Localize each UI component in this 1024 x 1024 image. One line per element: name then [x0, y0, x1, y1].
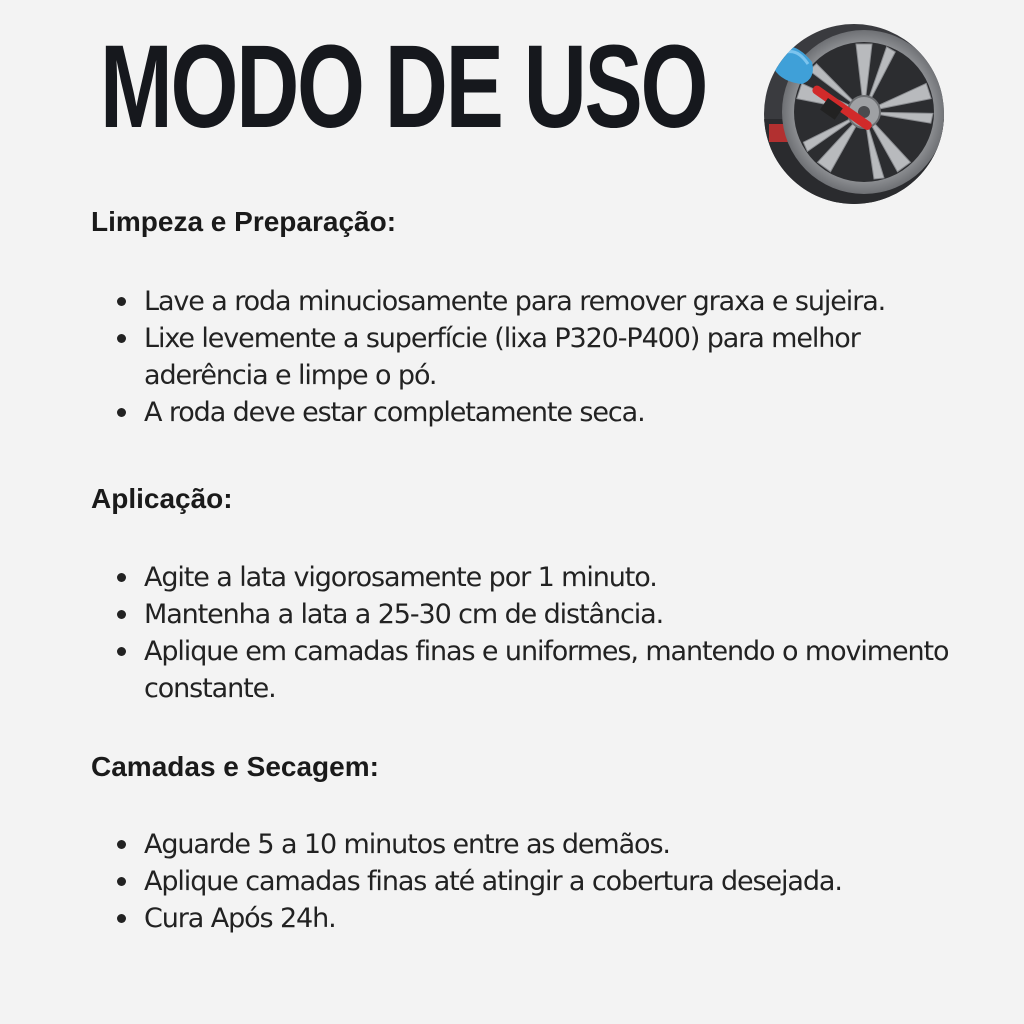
bullet-icon: [117, 297, 126, 306]
bullet-icon: [117, 914, 126, 923]
bullet-icon: [117, 647, 126, 656]
list-item: Aplique em camadas finas e uniformes, mantendo o movimento constante.: [117, 633, 977, 707]
bullet-icon: [117, 610, 126, 619]
bullet-icon: [117, 877, 126, 886]
list-aplicacao: [117, 559, 977, 707]
bullet-icon: [117, 334, 126, 343]
section-limpeza: [91, 205, 991, 239]
list-item: A roda deve estar completamente seca.: [117, 394, 977, 431]
page-title: MODO DE USO: [100, 21, 707, 153]
section-heading: Camadas e Secagem:: [91, 751, 379, 782]
list-item: Aplique camadas finas até atingir a cobertura desejada.: [117, 863, 977, 900]
list-item: Aguarde 5 a 10 minutos entre as demãos.: [117, 826, 977, 863]
list-item: Cura Após 24h.: [117, 900, 977, 937]
list-item: Lave a roda minuciosamente para remover graxa e sujeira.: [117, 283, 977, 320]
list-item: Mantenha a lata a 25-30 cm de distância.: [117, 596, 977, 633]
list-item: Agite a lata vigorosamente por 1 minuto.: [117, 559, 977, 596]
section-camadas: [91, 750, 991, 784]
section-aplicacao: [91, 482, 991, 516]
section-heading: Limpeza e Preparação:: [91, 206, 397, 237]
bullet-icon: [117, 408, 126, 417]
section-heading: Aplicação:: [91, 483, 233, 514]
list-camadas: [117, 826, 977, 937]
list-item: Lixe levemente a superfície (lixa P320-P400) para melhor aderência e limpe o pó.: [117, 320, 977, 394]
list-limpeza: [117, 283, 977, 431]
wheel-cleaning-photo: [764, 24, 944, 204]
bullet-icon: [117, 573, 126, 582]
bullet-icon: [117, 840, 126, 849]
